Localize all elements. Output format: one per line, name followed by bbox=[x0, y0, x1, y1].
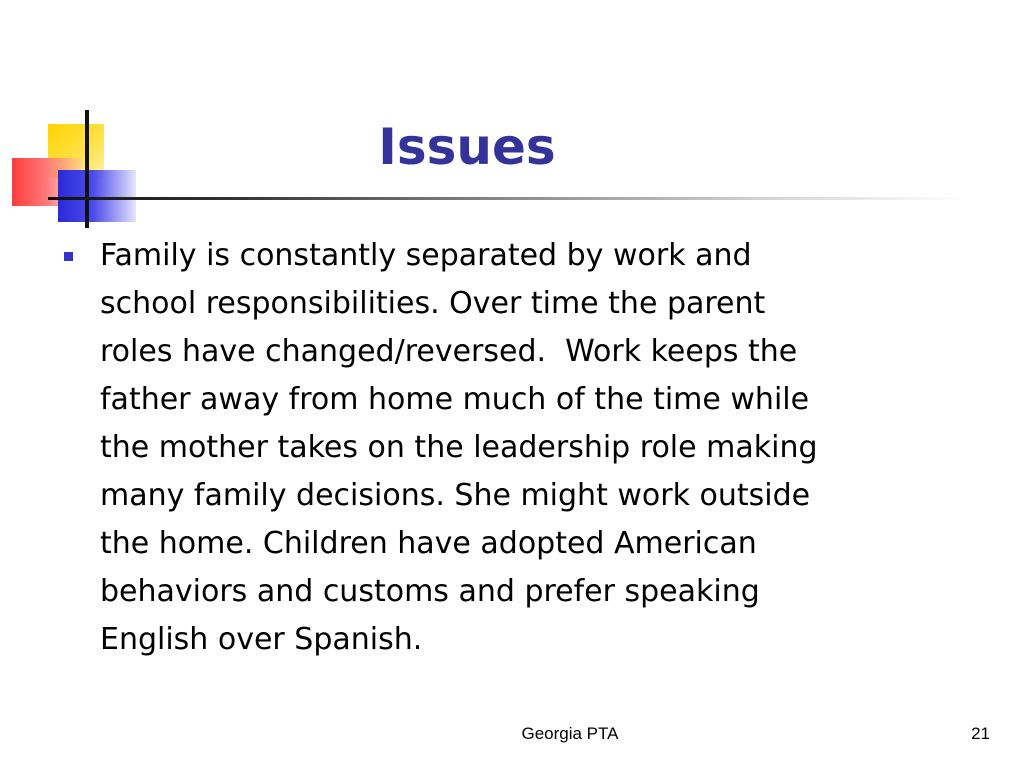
bullet-text: Family is constantly separated by work and school responsibilities. Over time the parent roles have changed/reversed. Work keeps the father away from home much of the time while the mother takes on the leadership role making many family decisions. She might work outside the home. Children have adopted American behaviors and customs and prefer speaking English over Spanish. bbox=[100, 238, 818, 657]
title-underline bbox=[48, 197, 968, 200]
bullet-item bbox=[62, 232, 962, 664]
footer-text: Georgia PTA bbox=[521, 724, 619, 743]
square-bullet-icon bbox=[64, 252, 73, 261]
page-number: 21 bbox=[971, 724, 990, 743]
slide-title: Issues bbox=[378, 118, 556, 176]
slide-content bbox=[62, 232, 962, 664]
